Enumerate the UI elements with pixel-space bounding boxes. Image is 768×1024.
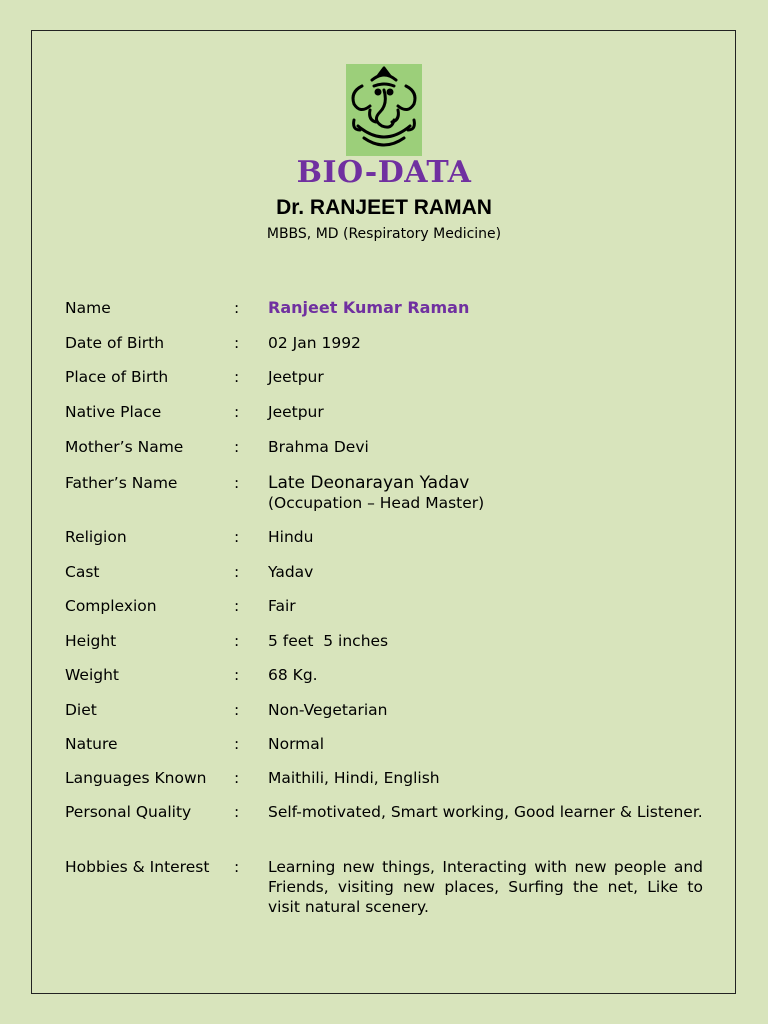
field-value: 02 Jan 1992 — [268, 334, 361, 352]
field-value: Fair — [268, 597, 296, 615]
field-label: Complexion — [65, 597, 157, 615]
field-label: Hobbies & Interest — [65, 858, 210, 876]
field-value: Self-motivated, Smart working, Good learner & Listener. — [268, 803, 703, 821]
field-value: Yadav — [268, 563, 314, 581]
field-label: Mother’s Name — [65, 438, 184, 456]
field-label: Father’s Name — [65, 474, 178, 492]
ganesha-drawing — [344, 60, 424, 160]
field-label: Cast — [65, 563, 100, 581]
field-value: Learning new things, Interacting with new people and Friends, visiting new places, Surfing the net, Like to visit natural scenery. — [268, 858, 703, 916]
field-label: Diet — [65, 701, 97, 719]
field-label: Native Place — [65, 403, 162, 421]
page-title: BIO-DATA — [296, 155, 472, 190]
field-value: Jeetpur — [268, 403, 324, 421]
field-separator: : — [234, 735, 240, 753]
field-value: 68 Kg. — [268, 666, 318, 684]
field-separator: : — [234, 563, 240, 581]
field-separator: : — [234, 474, 240, 492]
field-value: Non-Vegetarian — [268, 701, 388, 719]
field-separator: : — [234, 803, 240, 821]
field-value: Normal — [268, 735, 325, 753]
field-separator: : — [234, 368, 240, 386]
field-separator: : — [234, 334, 240, 352]
field-label: Place of Birth — [65, 368, 169, 386]
field-separator: : — [234, 701, 240, 719]
field-separator: : — [234, 597, 240, 615]
father-name-value: Late Deonarayan Yadav — [268, 473, 470, 493]
field-label: Weight — [65, 666, 120, 684]
field-separator: : — [234, 528, 240, 546]
field-value: Maithili, Hindi, English — [268, 769, 440, 787]
field-value: Brahma Devi — [268, 438, 369, 456]
field-separator: : — [234, 403, 240, 421]
ganesha-icon — [344, 60, 424, 160]
field-label: Name — [65, 299, 111, 317]
father-occupation: (Occupation – Head Master) — [268, 494, 485, 512]
field-value: Hindu — [268, 528, 314, 546]
field-separator: : — [234, 858, 240, 876]
field-label: Religion — [65, 528, 127, 546]
field-separator: : — [234, 666, 240, 684]
field-label: Date of Birth — [65, 334, 165, 352]
field-label: Personal Quality — [65, 803, 192, 821]
field-separator: : — [234, 299, 240, 317]
field-separator: : — [234, 632, 240, 650]
doctor-name: Dr. RANJEET RAMAN — [276, 196, 492, 219]
field-value: Ranjeet Kumar Raman — [268, 298, 470, 317]
field-separator: : — [234, 769, 240, 787]
field-value — [268, 473, 703, 513]
doctor-degree: MBBS, MD (Respiratory Medicine) — [266, 226, 502, 242]
field-separator: : — [234, 438, 240, 456]
field-value: Jeetpur — [268, 368, 324, 386]
field-value: 5 feet 5 inches — [268, 632, 389, 650]
field-label: Height — [65, 632, 117, 650]
field-label: Languages Known — [65, 769, 207, 787]
field-label: Nature — [65, 735, 118, 753]
